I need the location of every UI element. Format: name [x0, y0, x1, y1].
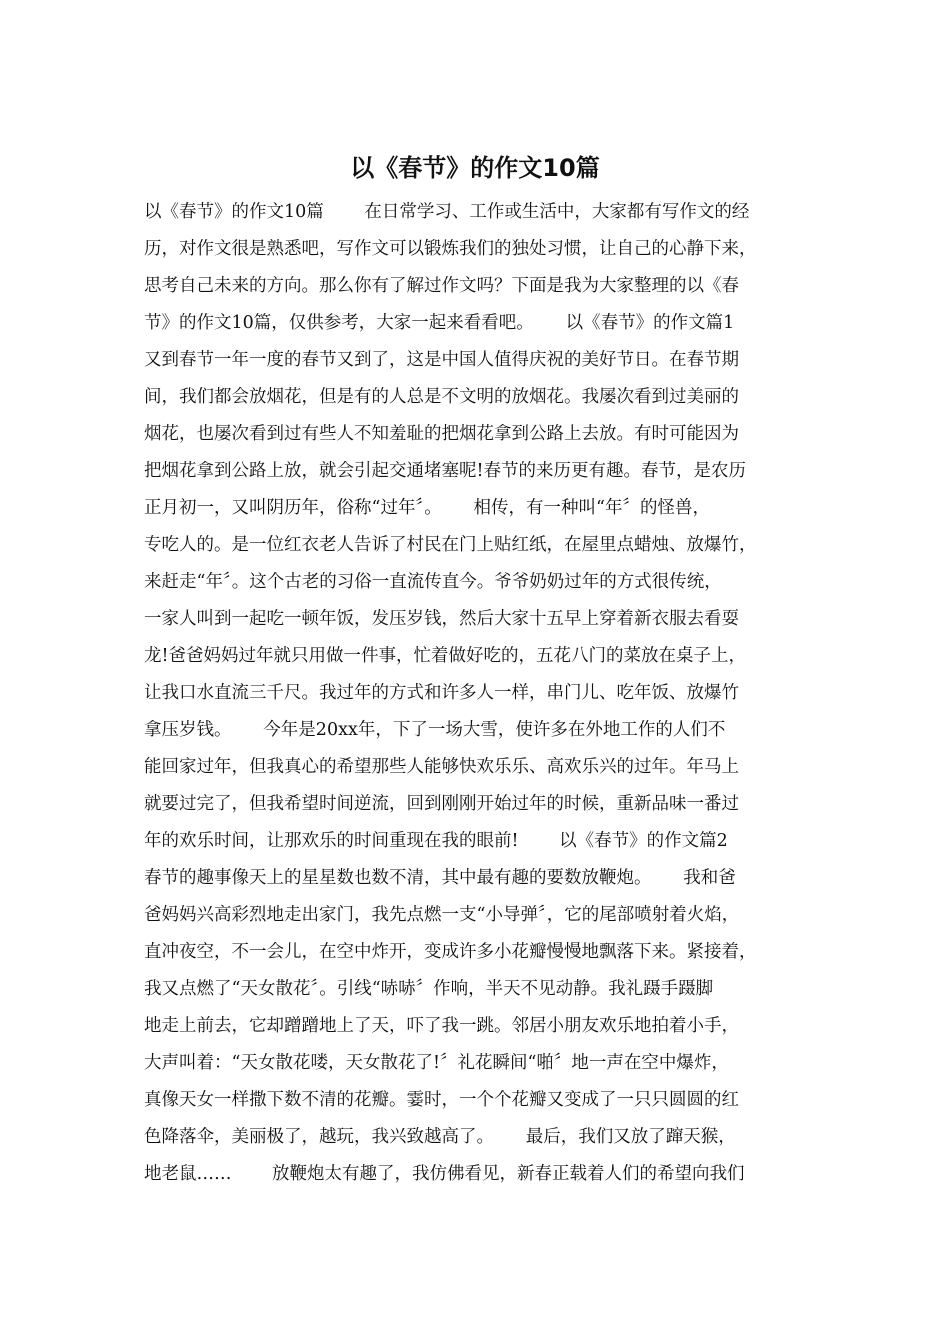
- text-line: 地走上前去，它却蹭蹭地上了天，吓了我一跳。邻居小朋友欢乐地拍着小手，: [144, 1016, 739, 1036]
- document-title: 以《春节》的作文10篇: [350, 154, 600, 182]
- text-line: 我又点燃了“天女散花〞。引线“哧哧〞作响，半天不见动静。我礼蹑手蹑脚: [144, 979, 714, 999]
- text-line: 春节的趣事像天上的星星数也数不清，其中最有趣的要数放鞭炮。 我和爸: [144, 868, 736, 888]
- text-line: 色降落伞，美丽极了，越玩，我兴致越高了。 最后，我们又放了蹿天猴，: [144, 1127, 736, 1147]
- text-line: 以《春节》的作文10篇 在日常学习、工作或生活中，大家都有写作文的经: [144, 202, 750, 222]
- text-line: 就要过完了，但我希望时间逆流，回到刚刚开始过年的时候，重新品味一番过: [144, 794, 739, 814]
- text-line: 又到春节一年一度的春节又到了，这是中国人值得庆祝的美好节日。在春节期: [144, 350, 739, 370]
- text-line: 间，我们都会放烟花，但是有的人总是不文明的放烟花。我屡次看到过美丽的: [144, 387, 739, 407]
- text-line: 一家人叫到一起吃一顿年饭，发压岁钱，然后大家十五早上穿着新衣服去看耍: [144, 609, 739, 629]
- text-line: 直冲夜空，不一会儿，在空中炸开，变成许多小花瓣慢慢地飘落下来。紧接着，: [144, 942, 757, 962]
- text-line: 能回家过年，但我真心的希望那些人能够快欢乐乐、高欢乐兴的过年。年马上: [144, 757, 739, 777]
- text-line: 历，对作文很是熟悉吧，写作文可以锻炼我们的独处习惯，让自己的心静下来，: [144, 239, 757, 259]
- text-line: 思考自己未来的方向。那么你有了解过作文吗？下面是我为大家整理的以《春: [144, 276, 739, 296]
- text-line: 龙!爸爸妈妈过年就只用做一件事，忙着做好吃的，五花八门的菜放在桌子上，: [144, 646, 747, 666]
- text-line: 把烟花拿到公路上放，就会引起交通堵塞呢!春节的来历更有趣。春节，是农历: [144, 461, 747, 481]
- text-line: 年的欢乐时间，让那欢乐的时间重现在我的眼前! 以《春节》的作文篇2: [144, 831, 728, 851]
- text-line: 专吃人的。是一位红衣老人告诉了村民在门上贴红纸，在屋里点蜡烛、放爆竹，: [144, 535, 757, 555]
- text-line: 来赶走“年〞。这个古老的习俗一直流传直今。爷爷奶奶过年的方式很传统，: [144, 572, 722, 592]
- text-line: 正月初一，又叫阴历年，俗称“过年〞。 相传，有一种叫“年〞的怪兽，: [144, 498, 710, 518]
- text-line: 烟花，也屡次看到过有些人不知羞耻的把烟花拿到公路上去放。有时可能因为: [144, 424, 739, 444]
- text-line: 节》的作文10篇，仅供参考，大家一起来看看吧。 以《春节》的作文篇1: [144, 313, 735, 333]
- text-line: 拿压岁钱。 今年是20xx年，下了一场大雪，使许多在外地工作的人们不: [144, 720, 726, 740]
- text-line: 爸妈妈兴高彩烈地走出家门，我先点燃一支“小导弹〞，它的尾部喷射着火焰，: [144, 905, 740, 925]
- text-line: 真像天女一样撒下数不清的花瓣。霎时，一个个花瓣又变成了一只只圆圆的红: [144, 1090, 739, 1110]
- text-line: 地老鼠…… 放鞭炮太有趣了，我仿佛看见，新春正载着人们的希望向我们: [144, 1164, 745, 1184]
- text-line: 让我口水直流三千尺。我过年的方式和许多人一样，串门儿、吃年饭、放爆竹: [144, 683, 739, 703]
- document-body: [144, 194, 820, 1193]
- text-line: 大声叫着：“天女散花喽，天女散花了!〞礼花瞬间“啪〞地一声在空中爆炸，: [144, 1053, 729, 1073]
